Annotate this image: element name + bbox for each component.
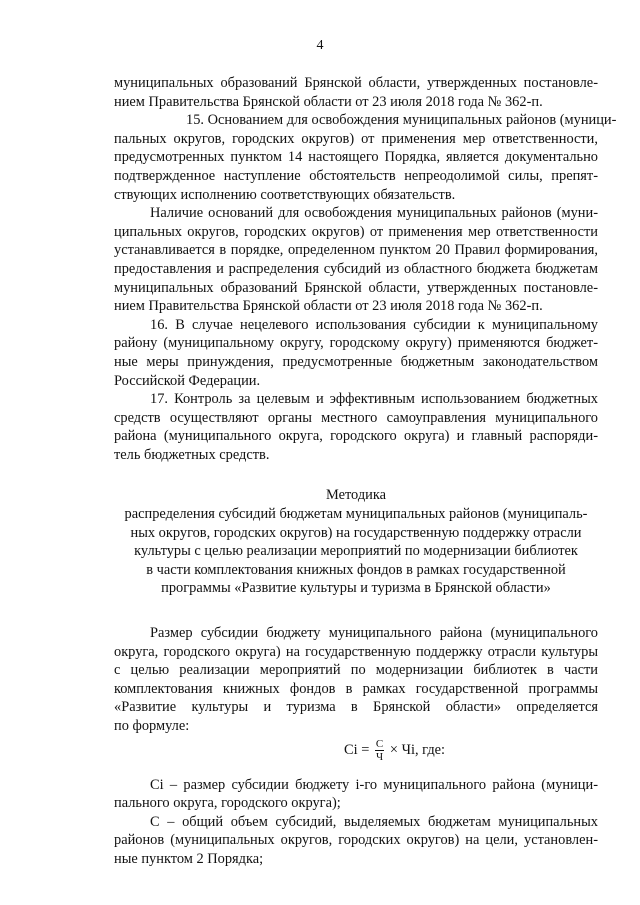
text-line: Наличие оснований для освобождения муниципальных районов (муни- [150, 205, 598, 222]
text-line: по формуле: [114, 718, 190, 734]
formula-denominator: Ч [376, 750, 384, 763]
text-line: 15. Основанием для освобождения муниципальных районов (муници- [186, 112, 617, 129]
text-line: Ci – размер субсидии бюджету i-го муниципального района (муници- [150, 776, 598, 793]
methodology-heading: Методика [325, 487, 387, 504]
text-line: муниципальных образований Брянской области, утвержденных постановле- [114, 279, 598, 296]
subsidy-formula [114, 736, 598, 776]
title-line: в части комплектования книжных фондов в рамках государственной [146, 561, 566, 578]
paragraph-item-17 [114, 390, 598, 464]
text-line: пальных округов, городских округов) от применения мер ответственности, [114, 130, 598, 147]
paragraph-continuation [114, 74, 598, 111]
text-line: комплектования книжных фондов в рамках государственной программы [114, 680, 598, 697]
definition-ci [114, 776, 598, 813]
text-line: ные пунктом 2 Порядка; [114, 850, 264, 867]
text-line: району (муниципальному округу, городскому округу) применяются бюджет- [114, 335, 598, 352]
text-line: нием Правительства Брянской области от 23 июля 2018 года № 362-п. [114, 93, 543, 110]
text-line: ствующих исполнению соответствующих обязательств. [114, 186, 456, 203]
document-body [114, 74, 617, 869]
text-line: подтвержденное наступление обстоятельств непреодолимой силы, препят- [114, 167, 598, 184]
title-line: ных округов, городских округов) на государственную поддержку отрасли [130, 524, 582, 541]
formula-lhs: Ci = [344, 741, 370, 758]
text-line: тель бюджетных средств. [114, 446, 270, 463]
text-line: ципальных округов, городских округов) от применения мер ответственности [114, 223, 598, 240]
text-line: предусмотренных пунктом 14 настоящего Порядка, является документально [114, 149, 598, 166]
text-line: нием Правительства Брянской области от 23 июля 2018 года № 362-п. [114, 298, 543, 315]
text-line: районов (муниципальных округов, городских округов) на цели, установлен- [114, 832, 598, 849]
text-line: предоставления и распределения субсидий из областного бюджета бюджетам [114, 260, 598, 277]
text-line: средств осуществляют органы местного самоуправления муниципального [114, 409, 598, 426]
text-line: с целью реализации мероприятий по модернизации библиотек в части [114, 662, 598, 679]
text-line: «Развитие культуры и туризма в Брянской области» определяется [114, 699, 598, 716]
formula-fraction [375, 738, 384, 763]
formula-numerator: C [375, 737, 384, 750]
text-line: Российской Федерации. [114, 372, 261, 389]
text-line: района (муниципального округа, городского округа) и главный распоряди- [114, 428, 598, 445]
text-line: Размер субсидии бюджету муниципального района (муниципального [150, 625, 598, 642]
text-line: пального округа, городского округа); [114, 795, 341, 812]
text-line: устанавливается в порядке, определенном пунктом 20 Правил формирования, [114, 242, 598, 259]
formula-rhs: × Чi, где: [389, 741, 446, 758]
text-line: муниципальных образований Брянской области, утвержденных постановле- [114, 75, 598, 91]
text-line: округа, городского округа) на государственную поддержку отрасли культуры [114, 643, 598, 660]
methodology-intro [114, 624, 598, 736]
definition-c [114, 813, 598, 869]
text-line: 17. Контроль за целевым и эффективным использованием бюджетных [150, 391, 598, 408]
title-line: распределения субсидий бюджетам муниципальных районов (муниципаль- [124, 506, 588, 523]
paragraph-item-15 [114, 111, 617, 204]
paragraph-item-16 [114, 316, 598, 390]
paragraph-exemption [114, 204, 598, 316]
page-number: 4 [316, 38, 324, 53]
title-line: культуры с целью реализации мероприятий по модернизации библиотек [134, 543, 578, 560]
title-line: программы «Развитие культуры и туризма в Брянской области» [161, 580, 551, 597]
text-line: С – общий объем субсидий, выделяемых бюджетам муниципальных [150, 813, 598, 830]
text-line: 16. В случае нецелевого использования субсидии к муниципальному [150, 316, 598, 333]
text-line: ные меры принуждения, предусмотренные бюджетным законодательством [114, 353, 598, 370]
methodology-heading-block [114, 486, 598, 598]
